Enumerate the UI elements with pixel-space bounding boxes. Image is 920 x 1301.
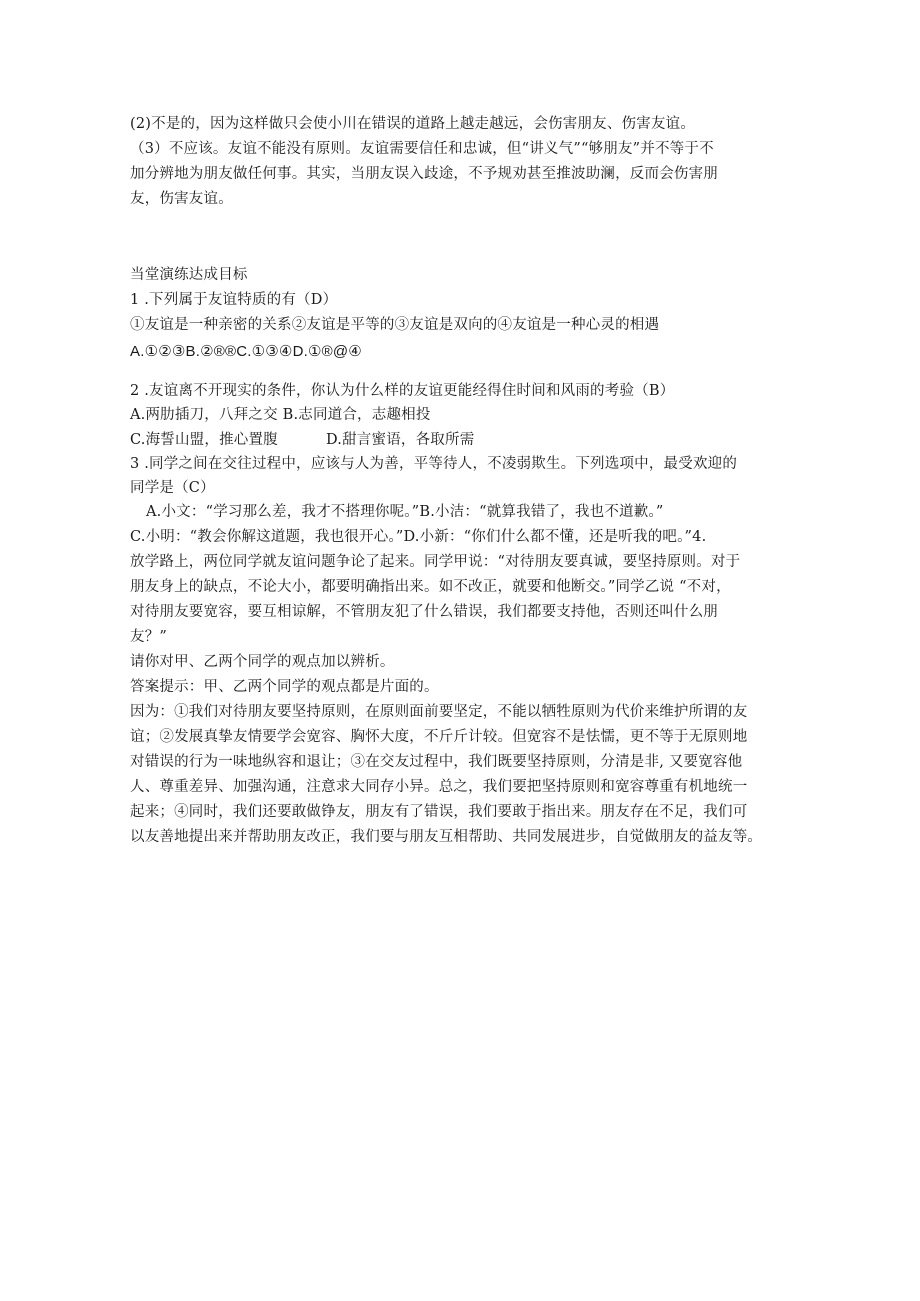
q4-reason-2: 谊；②发展真挚友情要学会宽容、胸怀大度，不斤斤计较。但宽容不是怯懦，更不等于无原则地: [130, 729, 748, 745]
q4-hint: 答案提示：甲、乙两个同学的观点都是片面的。: [130, 679, 439, 695]
q2-stem: 2 .友谊离不开现实的条件，你认为什么样的友谊更能经得住时间和风雨的考验（B）: [130, 383, 675, 399]
answer-line-3a: （3）不应该。友谊不能没有原则。友谊需要信任和忠诚，但“讲义气”“够朋友”并不等于不: [130, 141, 714, 157]
q4-reason-5: 起来；④同时，我们还要敢做铮友，朋友有了错误，我们要敢于指出来。朋友存在不足，我们可: [130, 804, 748, 820]
q4-reason-6: 以友善地提出来并帮助朋友改正，我们要与朋友互相帮助、共同发展进步，自觉做朋友的益友等。: [130, 829, 763, 845]
q4-line-4: 友？”: [130, 629, 168, 645]
q3-options-ab: A.小文：“学习那么差，我才不搭理你呢。”B.小洁：“就算我错了，我也不道歉。”: [146, 504, 664, 520]
q4-line-2: 朋友身上的缺点，不论大小，都要明确指出来。如不改正，就要和他断交。”同学乙说 “不对，: [130, 579, 731, 595]
answer-line-3c: 友，伤害友谊。: [130, 191, 233, 207]
q3-stem-2: 同学是（C）: [130, 480, 215, 496]
q4-prompt: 请你对甲、乙两个同学的观点加以辨析。: [130, 654, 395, 670]
q4-line-1: 放学路上，两位同学就友谊问题争论了起来。同学甲说：“对待朋友要真诚，要坚持原则。对于: [130, 554, 741, 570]
answer-line-3b: 加分辨地为朋友做任何事。其实，当朋友误入歧途，不予规劝甚至推波助澜，反而会伤害朋: [130, 166, 718, 182]
q2-options-ab: A.两肋插刀，八拜之交 B.志同道合，志趣相投: [130, 407, 431, 423]
q3-stem-1: 3 .同学之间在交往过程中，应该与人为善，平等待人，不凌弱欺生。下列选项中，最受欢迎的: [130, 456, 738, 472]
q4-reason-4: 人、尊重差异、加强沟通，注意求大同存小异。总之，我们要把坚持原则和宽容尊重有机地统一: [130, 779, 748, 795]
q1-items: ①友谊是一种亲密的关系②友谊是平等的③友谊是双向的④友谊是一种心灵的相遇: [130, 317, 660, 333]
q4-reason-3: 对错误的行为一味地纵容和退让；③在交友过程中，我们既要坚持原则，分清是非, 又要宽容他: [130, 754, 743, 770]
q3-options-cd: C.小明：“教会你解这道题，我也很开心。”D.小新：“你们什么都不懂，还是听我的吧。”4.: [130, 529, 707, 545]
q4-line-3: 对待朋友要宽容，要互相谅解，不管朋友犯了什么错误，我们都要支持他，否则还叫什么朋: [130, 604, 718, 620]
answer-line-2: (2)不是的，因为这样做只会使小川在错误的道路上越走越远，会伤害朋友、伤害友谊。: [130, 116, 696, 132]
q1-stem: 1 .下列属于友谊特质的有（D）: [130, 292, 338, 308]
q2-options-cd: C.海誓山盟，推心置腹 D.甜言蜜语，各取所需: [130, 432, 475, 448]
q1-options: A.①②③B.②®®C.①③④D.①®@④: [130, 343, 362, 360]
section-title: 当堂演练达成目标: [130, 267, 248, 283]
q4-reason-1: 因为：①我们对待朋友要坚持原则，在原则面前要坚定，不能以牺牲原则为代价来维护所谓的友: [130, 704, 748, 720]
